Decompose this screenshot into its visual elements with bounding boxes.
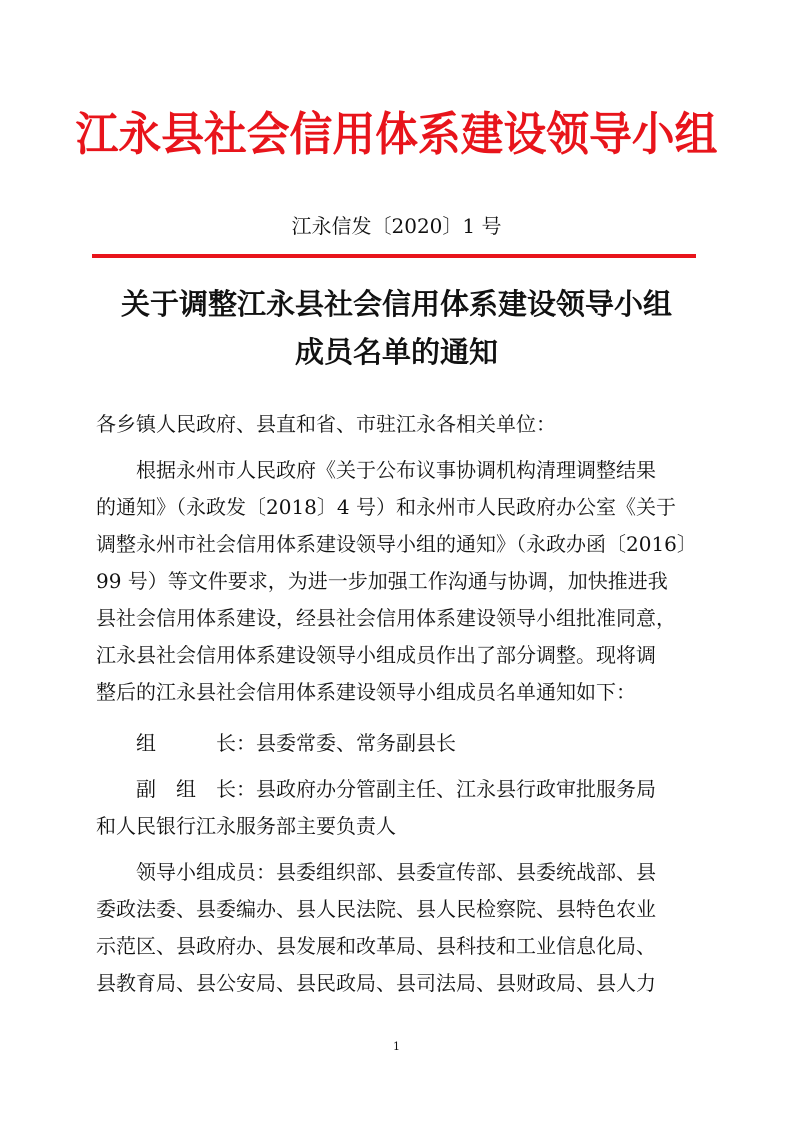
page-number: 1 — [393, 1040, 400, 1053]
salutation: 各乡镇人民政府、县直和省、市驻江永各相关单位： — [96, 412, 556, 436]
members-line: 领导小组成员：县委组织部、县委宣传部、县委统战部、县 — [96, 860, 656, 884]
members-line: 示范区、县政府办、县发展和改革局、县科技和工业信息化局、 — [96, 934, 656, 958]
notice-title-line-1: 关于调整江永县社会信用体系建设领导小组 — [120, 287, 672, 321]
body-line: 的通知》（永政发〔2018〕4 号）和永州市人民政府办公室《关于 — [96, 495, 676, 519]
body-line: 县社会信用体系建设，经县社会信用体系建设领导小组批准同意， — [96, 606, 676, 630]
masthead-title: 江永县社会信用体系建设领导小组 — [75, 107, 718, 161]
deputy-line: 和人民银行江永服务部主要负责人 — [96, 814, 396, 838]
red-divider-line — [92, 254, 696, 258]
body-line: 江永县社会信用体系建设领导小组成员作出了部分调整。现将调 — [96, 643, 656, 667]
body-line: 根据永州市人民政府《关于公布议事协调机构清理调整结果 — [96, 458, 656, 482]
body-line: 99 号）等文件要求，为进一步加强工作沟通与协调，加快推进我 — [96, 569, 668, 593]
body-line: 调整永州市社会信用体系建设领导小组的通知》（永政办函〔2016〕 — [96, 532, 697, 556]
deputy-line: 副 组 长：县政府办分管副主任、江永县行政审批服务局 — [96, 777, 656, 801]
members-line: 委政法委、县委编办、县人民法院、县人民检察院、县特色农业 — [96, 897, 656, 921]
leader-line: 组 长：县委常委、常务副县长 — [96, 731, 456, 755]
notice-title-line-2: 成员名单的通知 — [294, 335, 498, 369]
document-number: 江永信发〔2020〕1 号 — [291, 214, 502, 238]
body-line: 整后的江永县社会信用体系建设领导小组成员名单通知如下： — [96, 680, 636, 704]
members-line: 县教育局、县公安局、县民政局、县司法局、县财政局、县人力 — [96, 971, 656, 995]
